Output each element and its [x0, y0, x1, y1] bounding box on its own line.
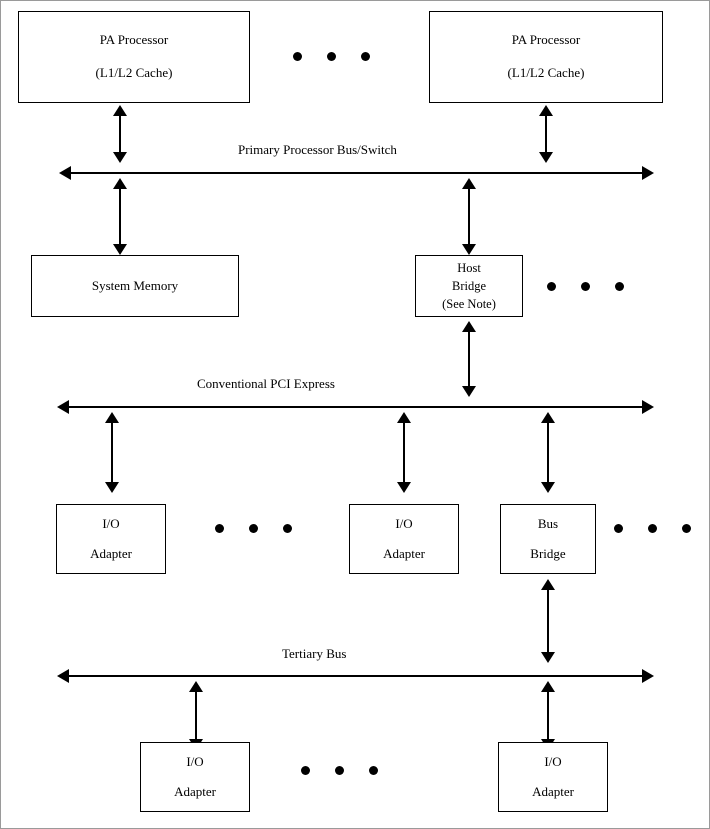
block-label-line2: Bridge — [530, 545, 566, 561]
ellipsis-dot — [249, 524, 258, 533]
connector-arrow-down — [105, 482, 119, 493]
bus-label-pci-express: Conventional PCI Express — [197, 376, 335, 391]
block-io-adapter-4 — [498, 742, 608, 812]
bus-label-tertiary: Tertiary Bus — [282, 646, 347, 661]
ellipsis-dot — [615, 282, 624, 291]
bus-line-tertiary — [68, 675, 642, 677]
block-label-line2: Adapter — [383, 545, 425, 561]
connector-arrow-down — [397, 482, 411, 493]
block-io-adapter-1 — [56, 504, 166, 574]
block-system-memory — [31, 255, 239, 317]
block-label-line2: Adapter — [90, 545, 132, 561]
block-pa-processor-right — [429, 11, 663, 103]
connector-line — [468, 187, 470, 245]
block-label-line1: I/O — [395, 515, 413, 531]
connector-line — [119, 114, 121, 153]
block-bus-bridge — [500, 504, 596, 574]
connector-arrow-down — [462, 386, 476, 397]
ellipsis-io-adapters-tertiary — [301, 766, 378, 775]
block-label-line2: (L1/L2 Cache) — [95, 65, 173, 80]
block-label-line1: Bus — [537, 515, 559, 531]
block-label-line2: (L1/L2 Cache) — [507, 65, 585, 80]
connector-line — [195, 690, 197, 740]
block-label-line2: Bridge — [451, 278, 487, 293]
connector-line — [547, 588, 549, 653]
connector-line — [545, 114, 547, 153]
ellipsis-dot — [547, 282, 556, 291]
ellipsis-host-bridges — [547, 282, 624, 291]
bus-line-primary — [70, 172, 642, 174]
ellipsis-dot — [361, 52, 370, 61]
ellipsis-dot — [682, 524, 691, 533]
connector-arrow-down — [113, 152, 127, 163]
ellipsis-bus-bridges — [614, 524, 691, 533]
block-host-bridge — [415, 255, 523, 317]
connector-line — [547, 421, 549, 483]
connector-line — [119, 187, 121, 245]
bus-arrow-right — [642, 400, 654, 414]
block-label-line2: Adapter — [174, 783, 216, 799]
ellipsis-io-adapters-pci — [215, 524, 292, 533]
ellipsis-dot — [215, 524, 224, 533]
connector-arrow-down — [113, 244, 127, 255]
ellipsis-processors — [293, 52, 370, 61]
connector-arrow-down — [541, 482, 555, 493]
connector-arrow-down — [541, 652, 555, 663]
bus-line-pci-express — [68, 406, 642, 408]
bus-arrow-right — [642, 166, 654, 180]
block-label-line1: PA Processor — [99, 32, 169, 48]
block-label-line3: (See Note) — [442, 297, 496, 312]
block-pa-processor-left — [18, 11, 250, 103]
ellipsis-dot — [327, 52, 336, 61]
connector-arrow-down — [462, 244, 476, 255]
ellipsis-dot — [301, 766, 310, 775]
connector-line — [111, 421, 113, 483]
connector-line — [403, 421, 405, 483]
block-label-line1: Host — [457, 260, 481, 275]
block-io-adapter-2 — [349, 504, 459, 574]
block-label-line1: I/O — [102, 515, 120, 531]
ellipsis-dot — [283, 524, 292, 533]
ellipsis-dot — [648, 524, 657, 533]
ellipsis-dot — [293, 52, 302, 61]
block-io-adapter-3 — [140, 742, 250, 812]
block-label-line1: PA Processor — [511, 32, 581, 48]
ellipsis-dot — [614, 524, 623, 533]
block-label-line2: Adapter — [532, 783, 574, 799]
bus-label-primary: Primary Processor Bus/Switch — [238, 142, 397, 157]
block-label-line1: I/O — [186, 753, 204, 769]
block-label-line1: System Memory — [91, 277, 179, 293]
bus-arrow-right — [642, 669, 654, 683]
ellipsis-dot — [335, 766, 344, 775]
connector-line — [468, 330, 470, 387]
block-label-line1: I/O — [544, 753, 562, 769]
connector-arrow-down — [539, 152, 553, 163]
ellipsis-dot — [581, 282, 590, 291]
connector-line — [547, 690, 549, 740]
ellipsis-dot — [369, 766, 378, 775]
